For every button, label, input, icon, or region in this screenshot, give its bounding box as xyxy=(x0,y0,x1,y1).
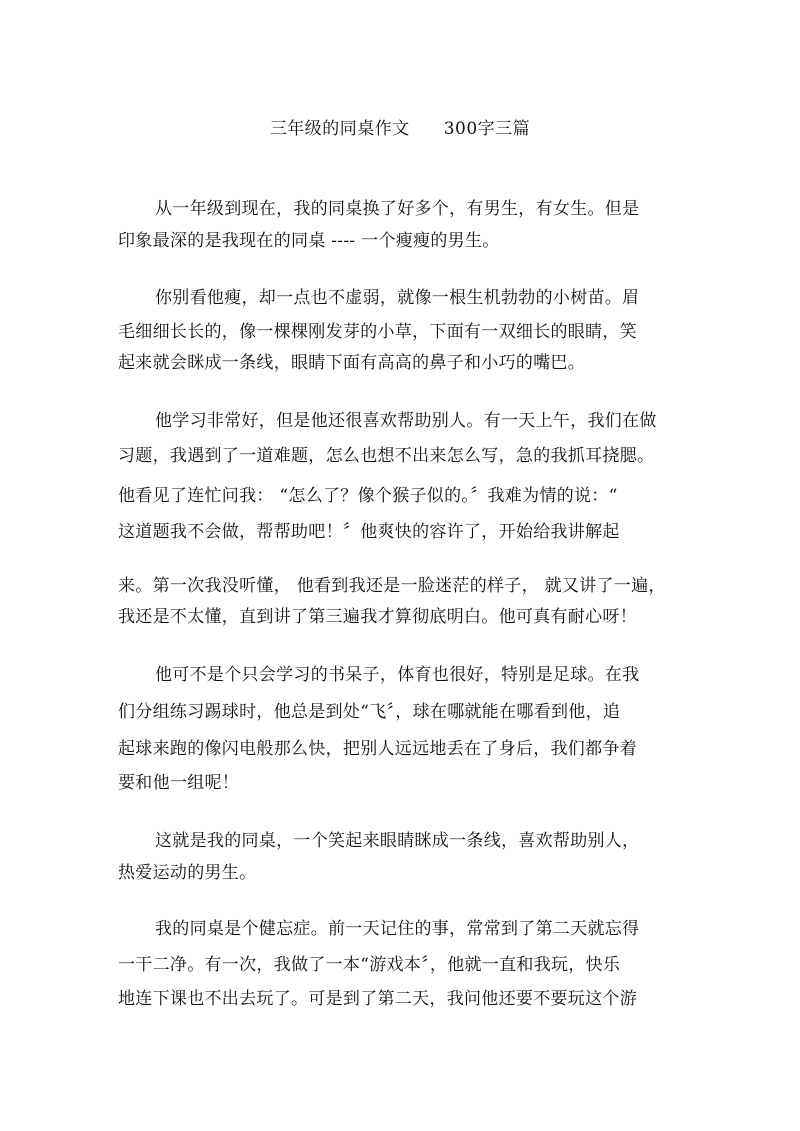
paragraph-4-line-4: 要和他一组呢！ xyxy=(118,773,240,793)
paragraph-5-line-2: 热爱运动的男生。 xyxy=(118,863,257,883)
paragraph-4-line-1: 他可不是个只会学习的书呆子，体育也很好，特别是足球。在我 xyxy=(155,665,640,685)
paragraph-6-line-1: 我的同桌是个健忘症。前一天记住的事，常常到了第二天就忘得 xyxy=(155,919,640,939)
document-title: 三年级的同桌作文 300字三篇 xyxy=(269,119,531,139)
paragraph-3-line-2: 习题，我遇到了一道难题，怎么也想不出来怎么写，急的我抓耳挠腮。 xyxy=(118,446,655,466)
paragraph-2-line-3: 起来就会眯成一条线，眼睛下面有高高的鼻子和小巧的嘴巴。 xyxy=(118,353,586,373)
paragraph-3-line-5: 来。第一次我没听懂， 他看到我还是一脸迷茫的样子， 就又讲了一遍， xyxy=(118,576,666,596)
paragraph-6-line-2: 一干二净。有一次，我做了一本“游戏本〞，他就一直和我玩，快乐 xyxy=(118,955,621,975)
paragraph-4-line-2: 们分组练习踢球时，他总是到处“飞〞，球在哪就能在哪看到他，追 xyxy=(118,702,621,722)
paragraph-3-line-1: 他学习非常好，但是他还很喜欢帮助别人。有一天上午，我们在做 xyxy=(155,411,657,431)
paragraph-3-line-4: 这道题我不会做，帮帮助吧！〞他爽快的容许了，开始给我讲解起 xyxy=(118,522,620,542)
paragraph-4-line-3: 起球来跑的像闪电般那么快，把别人远远地丢在了身后，我们都争着 xyxy=(118,739,637,759)
paragraph-5-line-1: 这就是我的同桌，一个笑起来眼睛眯成一条线，喜欢帮助别人， xyxy=(155,831,640,851)
paragraph-2-line-1: 你别看他瘦，却一点也不虚弱，就像一根生机勃勃的小树苗。眉 xyxy=(155,288,640,308)
paragraph-1-line-1: 从一年级到现在，我的同桌换了好多个，有男生，有女生。但是 xyxy=(155,199,640,219)
paragraph-2-line-2: 毛细细长长的，像一棵棵刚发芽的小草，下面有一双细长的眼睛，笑 xyxy=(118,322,637,342)
paragraph-1-line-2: 印象最深的是我现在的同桌 ---- 一个瘦瘦的男生。 xyxy=(118,231,500,251)
paragraph-3-line-6: 我还是不太懂，直到讲了第三遍我才算彻底明白。他可真有耐心呀！ xyxy=(118,607,637,627)
paragraph-6-line-3: 地连下课也不出去玩了。可是到了第二天，我问他还要不要玩这个游 xyxy=(118,989,637,1009)
paragraph-3-line-3: 他看见了连忙问我： “怎么了？像个猴子似的。〞我难为情的说：“ xyxy=(118,486,618,506)
